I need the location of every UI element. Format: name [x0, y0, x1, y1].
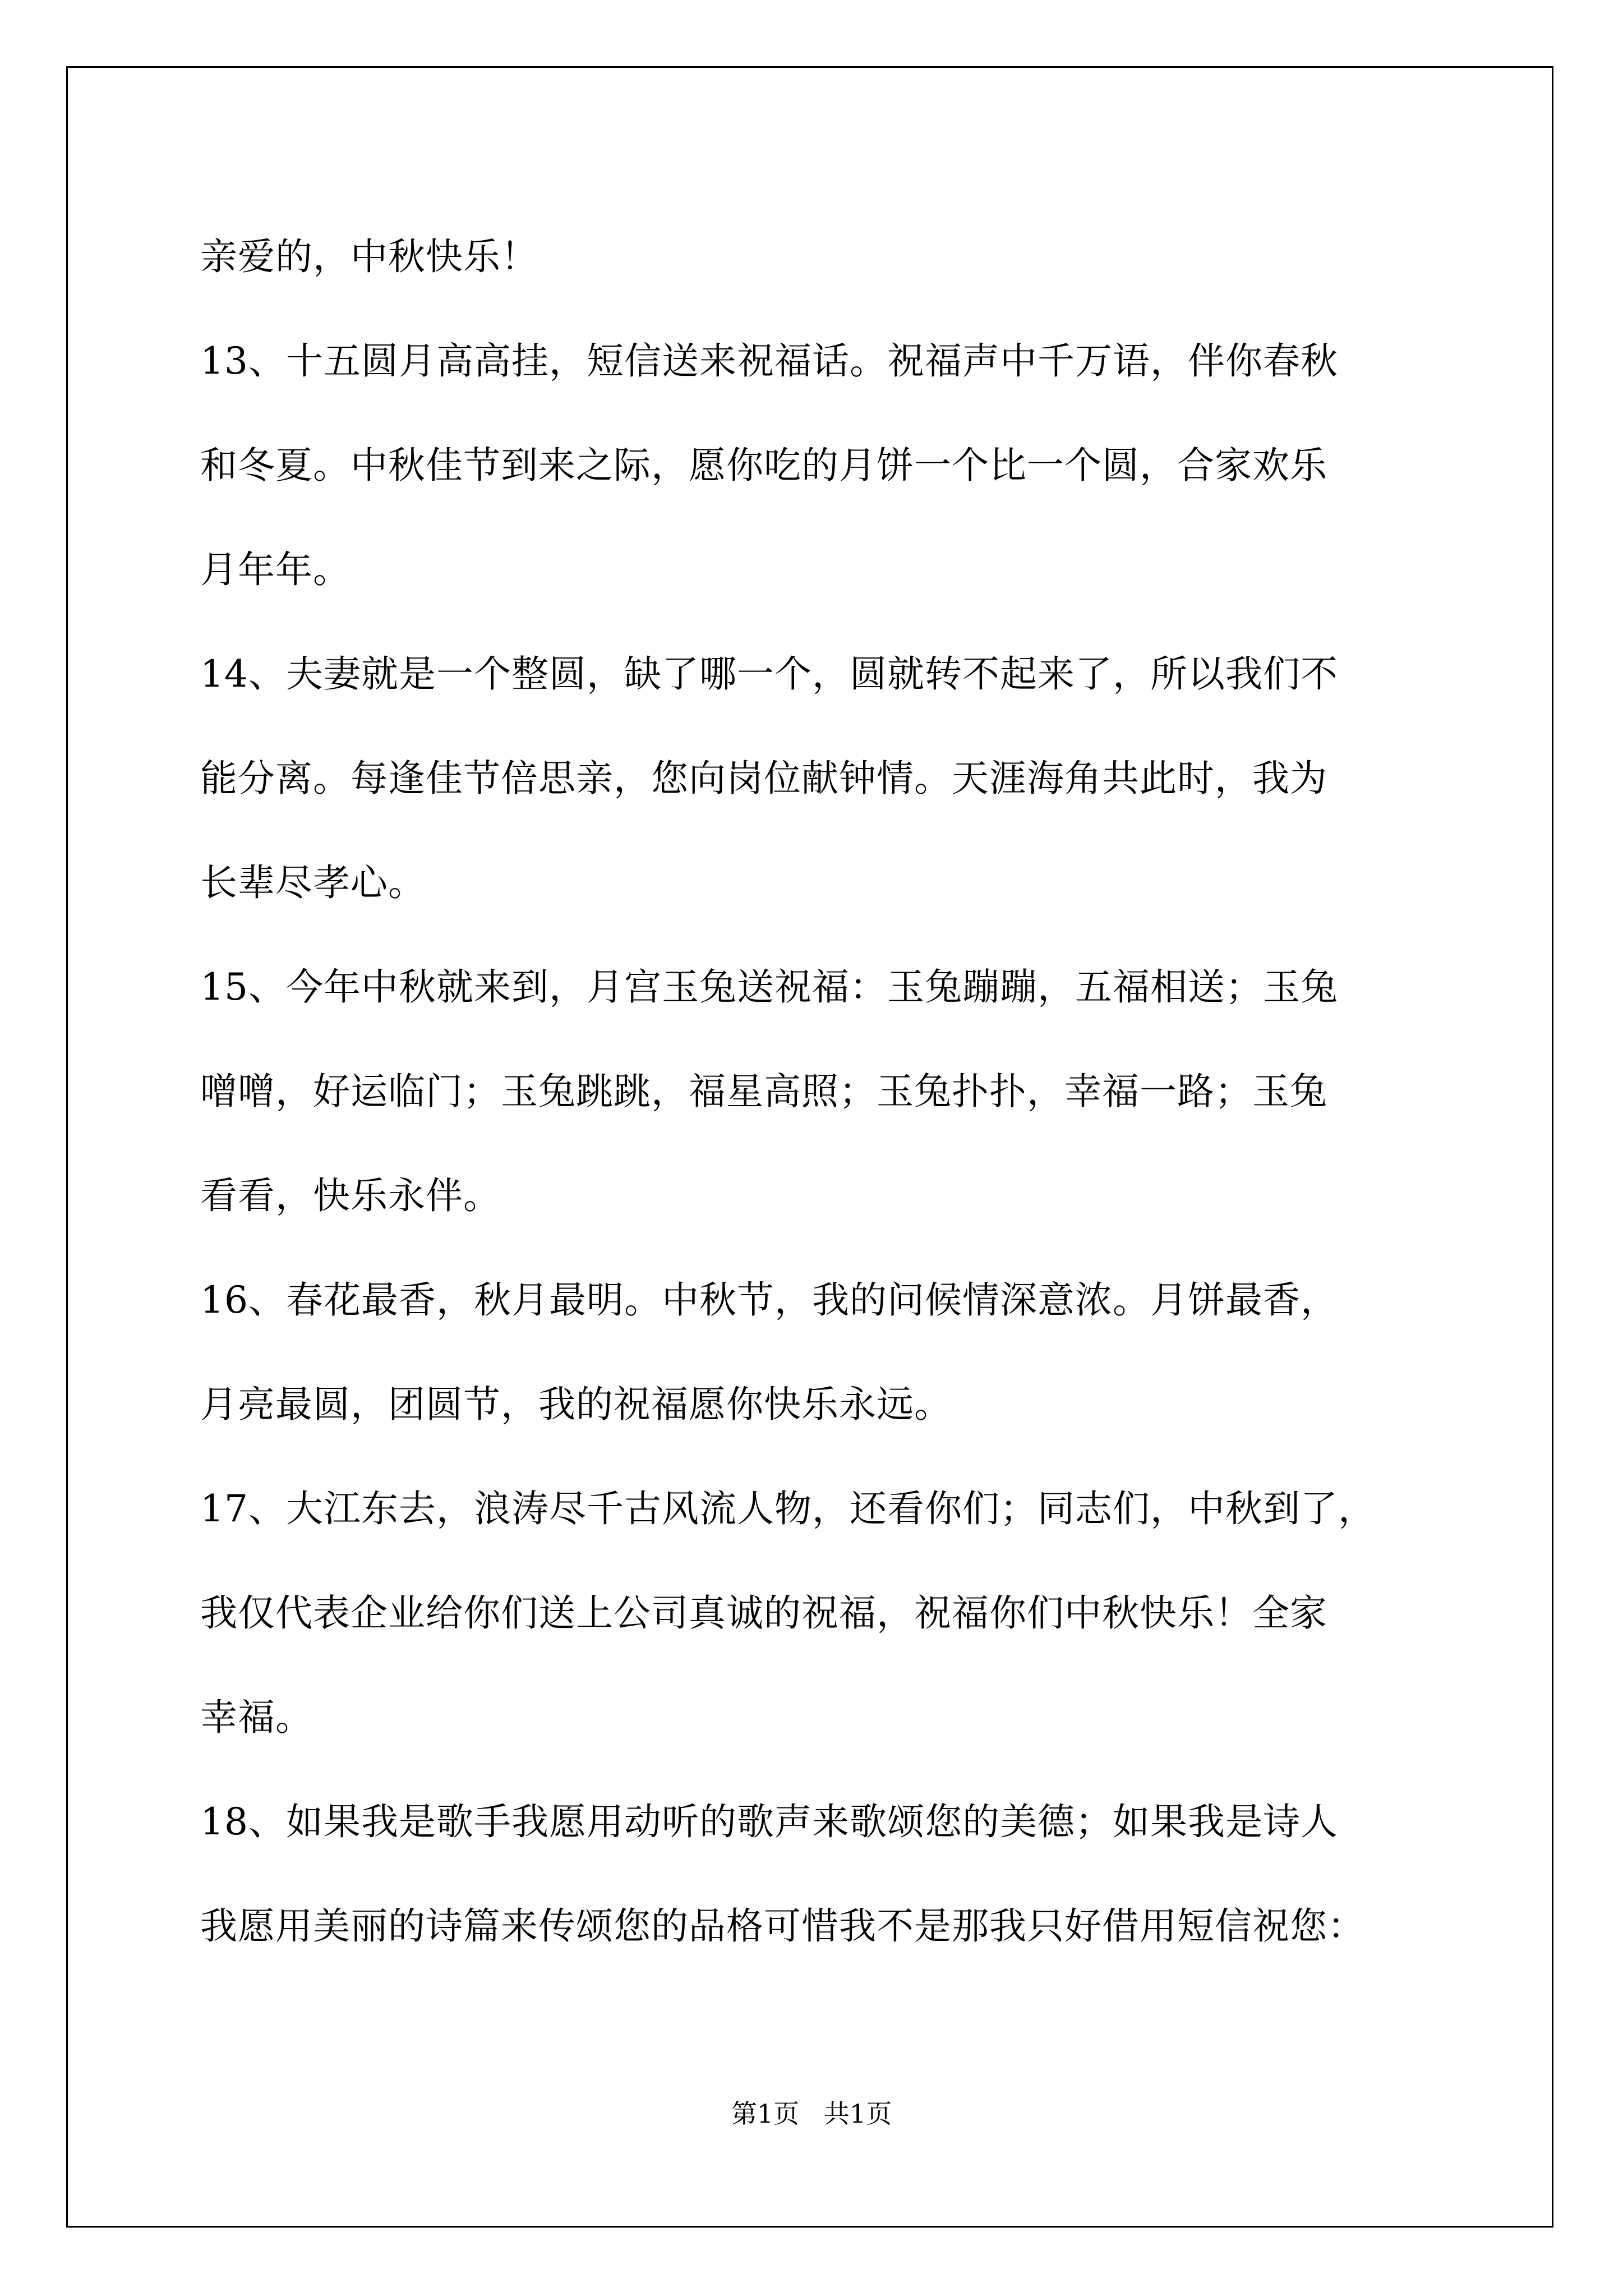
text-line: 15、今年中秋就来到，月宫玉兔送祝福：玉兔蹦蹦，五福相送；玉兔 — [200, 965, 1338, 1009]
text-line: 月亮最圆，团圆节，我的祝福愿你快乐永远。 — [200, 1383, 952, 1426]
text-line: 13、十五圆月高高挂，短信送来祝福话。祝福声中千万语，伴你春秋 — [200, 339, 1338, 383]
text-line: 14、夫妻就是一个整圆，缺了哪一个，圆就转不起来了，所以我们不 — [200, 652, 1338, 696]
text-line: 能分离。每逢佳节倍思亲，您向岗位献钟情。天涯海角共此时，我为 — [200, 757, 1327, 800]
text-line: 幸福。 — [200, 1696, 313, 1739]
text-line: 和冬夏。中秋佳节到来之际，愿你吃的月饼一个比一个圆，合家欢乐 — [200, 444, 1327, 487]
document-body — [200, 205, 1440, 1978]
text-line: 17、大江东去，浪涛尽千古风流人物，还看你们；同志们，中秋到了， — [200, 1487, 1376, 1530]
page-number: 第1页 共1页 — [731, 2099, 892, 2129]
text-line: 我愿用美丽的诗篇来传颂您的品格可惜我不是那我只好借用短信祝您： — [200, 1904, 1365, 1948]
text-line: 我仅代表企业给你们送上公司真诚的祝福，祝福你们中秋快乐！全家 — [200, 1591, 1327, 1635]
text-line: 月年年。 — [200, 548, 351, 591]
text-line: 噌噌，好运临门；玉兔跳跳，福星高照；玉兔扑扑，幸福一路；玉兔 — [200, 1070, 1327, 1113]
text-line: 16、春花最香，秋月最明。中秋节，我的问候情深意浓。月饼最香， — [200, 1278, 1338, 1322]
text-line: 长辈尽孝心。 — [200, 861, 426, 904]
text-line: 看看，快乐永伴。 — [200, 1174, 501, 1217]
text-line: 18、如果我是歌手我愿用动听的歌声来歌颂您的美德；如果我是诗人 — [200, 1800, 1338, 1843]
text-line: 亲爱的，中秋快乐！ — [200, 235, 538, 278]
